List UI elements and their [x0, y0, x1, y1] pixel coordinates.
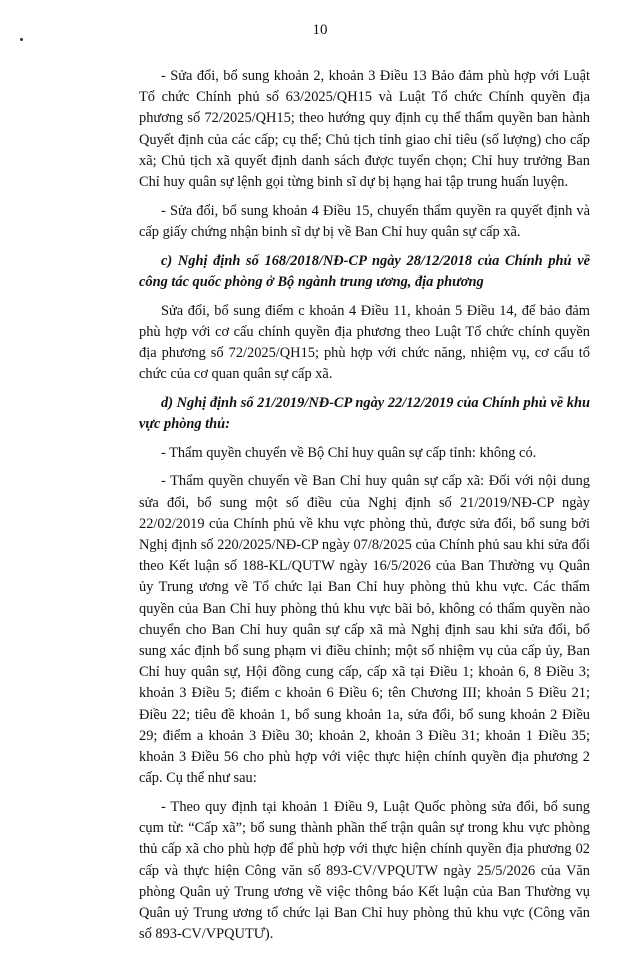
paragraph-khoan-13: - Sửa đổi, bổ sung khoản 2, khoản 3 Điều 13 Bảo đảm phù hợp với Luật Tổ chức Chính phủ số 63/2025/QH15 và Luật Tổ chức Chính quyền địa phương số 72/2025/QH15; theo hướng quy định cụ thể thẩm quyền ban hành Quyết định của các cấp; cụ thể; Chủ tịch tỉnh giao chỉ tiêu (số lượng) cho cấp xã; Chủ tịch xã quyết định danh sách được tuyển chọn; Chỉ huy trưởng Ban Chỉ huy quân sự lệnh gọi từng binh sĩ dự bị hạng hai tập trung huấn luyện.	[139, 68, 590, 191]
paragraph-khoan-1-dieu-9: - Theo quy định tại khoản 1 Điều 9, Luật Quốc phòng sửa đổi, bổ sung cụm từ: “Cấp xã”; bổ sung thành phần thế trận quân sự trong khu vực phòng thủ cấp xã cho phù hợp để phù hợp với thực hiện chính quyền địa phương 02 cấp và thực hiện Công văn số 893-CV/VPQUTW ngày 25/5/2026 của Văn phòng Quân uỷ Trung ương về việc thông báo Kết luận của Ban Thường vụ Quân uỷ Trung ương tổ chức lại Ban Chỉ huy phòng thủ khu vực (Công văn số 893-CV/VPQUTƯ).	[139, 799, 590, 943]
page-number: 10	[312, 22, 328, 38]
document-body	[139, 66, 590, 953]
paragraph-nghi-dinh-168: Sửa đổi, bổ sung điểm c khoản 4 Điều 11, khoản 5 Điều 14, để bảo đảm phù hợp với cơ cấu chính quyền địa phương theo Luật Tổ chức chính quyền địa phương số 72/2025/QH15; phù hợp với chức năng, nhiệm vụ, cơ cấu tổ chức của cơ quan quân sự cấp xã.	[139, 302, 590, 383]
paragraph-khoan-4-dieu-15: - Sửa đổi, bổ sung khoản 4 Điều 15, chuyển thẩm quyền ra quyết định và cấp giấy chứng nhận binh sĩ dự bị về Ban Chỉ huy quân sự cấp xã.	[139, 202, 590, 240]
paragraph-tham-quyen-tinh: - Thẩm quyền chuyển về Bộ Chỉ huy quân sự cấp tỉnh: không có.	[161, 444, 537, 461]
paragraph-tham-quyen-xa: - Thẩm quyền chuyển về Ban Chỉ huy quân sự cấp xã: Đối với nội dung sửa đổi, bổ sung một số điều của Nghị định số 21/2019/NĐ-CP ngày 22/02/2019 của Chính phủ về khu vực phòng thủ, được sửa đổi, bổ sung bởi Nghị định số 220/2025/NĐ-CP ngày 07/8/2025 của Chính phủ sau khi sửa đổi theo Kết luận số 188-KL/QUTW ngày 16/5/2026 của Ban Thường vụ Quân ủy Trung ương về Tổ chức lại Ban Chỉ huy phòng thủ khu vực. Các thẩm quyền của Ban Chỉ huy phòng thủ khu vực bãi bỏ, không có thẩm quyền nào chuyển cho Ban Chỉ huy quân sự cấp xã mà Nghị định sau khi sửa đổi, bổ sung xác định bổ sung phạm vi điều chỉnh; một số nhiệm vụ của cấp ủy, Ban Chỉ huy quân sự, Hội đồng cung cấp, cấp xã tại Điều 1; khoản 6, 8 Điều 3; khoản 3 Điều 5; điểm c khoản 6 Điều 6; tên Chương III; khoản 5 Điều 21; Điều 22; tiêu đề khoản 1, bổ sung khoản 1a, sửa đổi, bổ sung khoản 2 Điều 29; điểm a khoản 3 Điều 30; khoản 2, khoản 3 Điều 31; khoản 1 Điều 35; khoản 3 Điều 56 cho phù hợp với việc thực hiện chính quyền địa phương 2 cấp. Cụ thể như sau:	[139, 473, 590, 787]
heading-nghi-dinh-168: c) Nghị định số 168/2018/NĐ-CP ngày 28/12/2018 của Chính phủ về công tác quốc phòng ở Bộ ngành trung ương, địa phương	[139, 252, 590, 290]
heading-nghi-dinh-21: d) Nghị định số 21/2019/NĐ-CP ngày 22/12/2019 của Chính phủ về khu vực phòng thủ:	[139, 394, 590, 433]
